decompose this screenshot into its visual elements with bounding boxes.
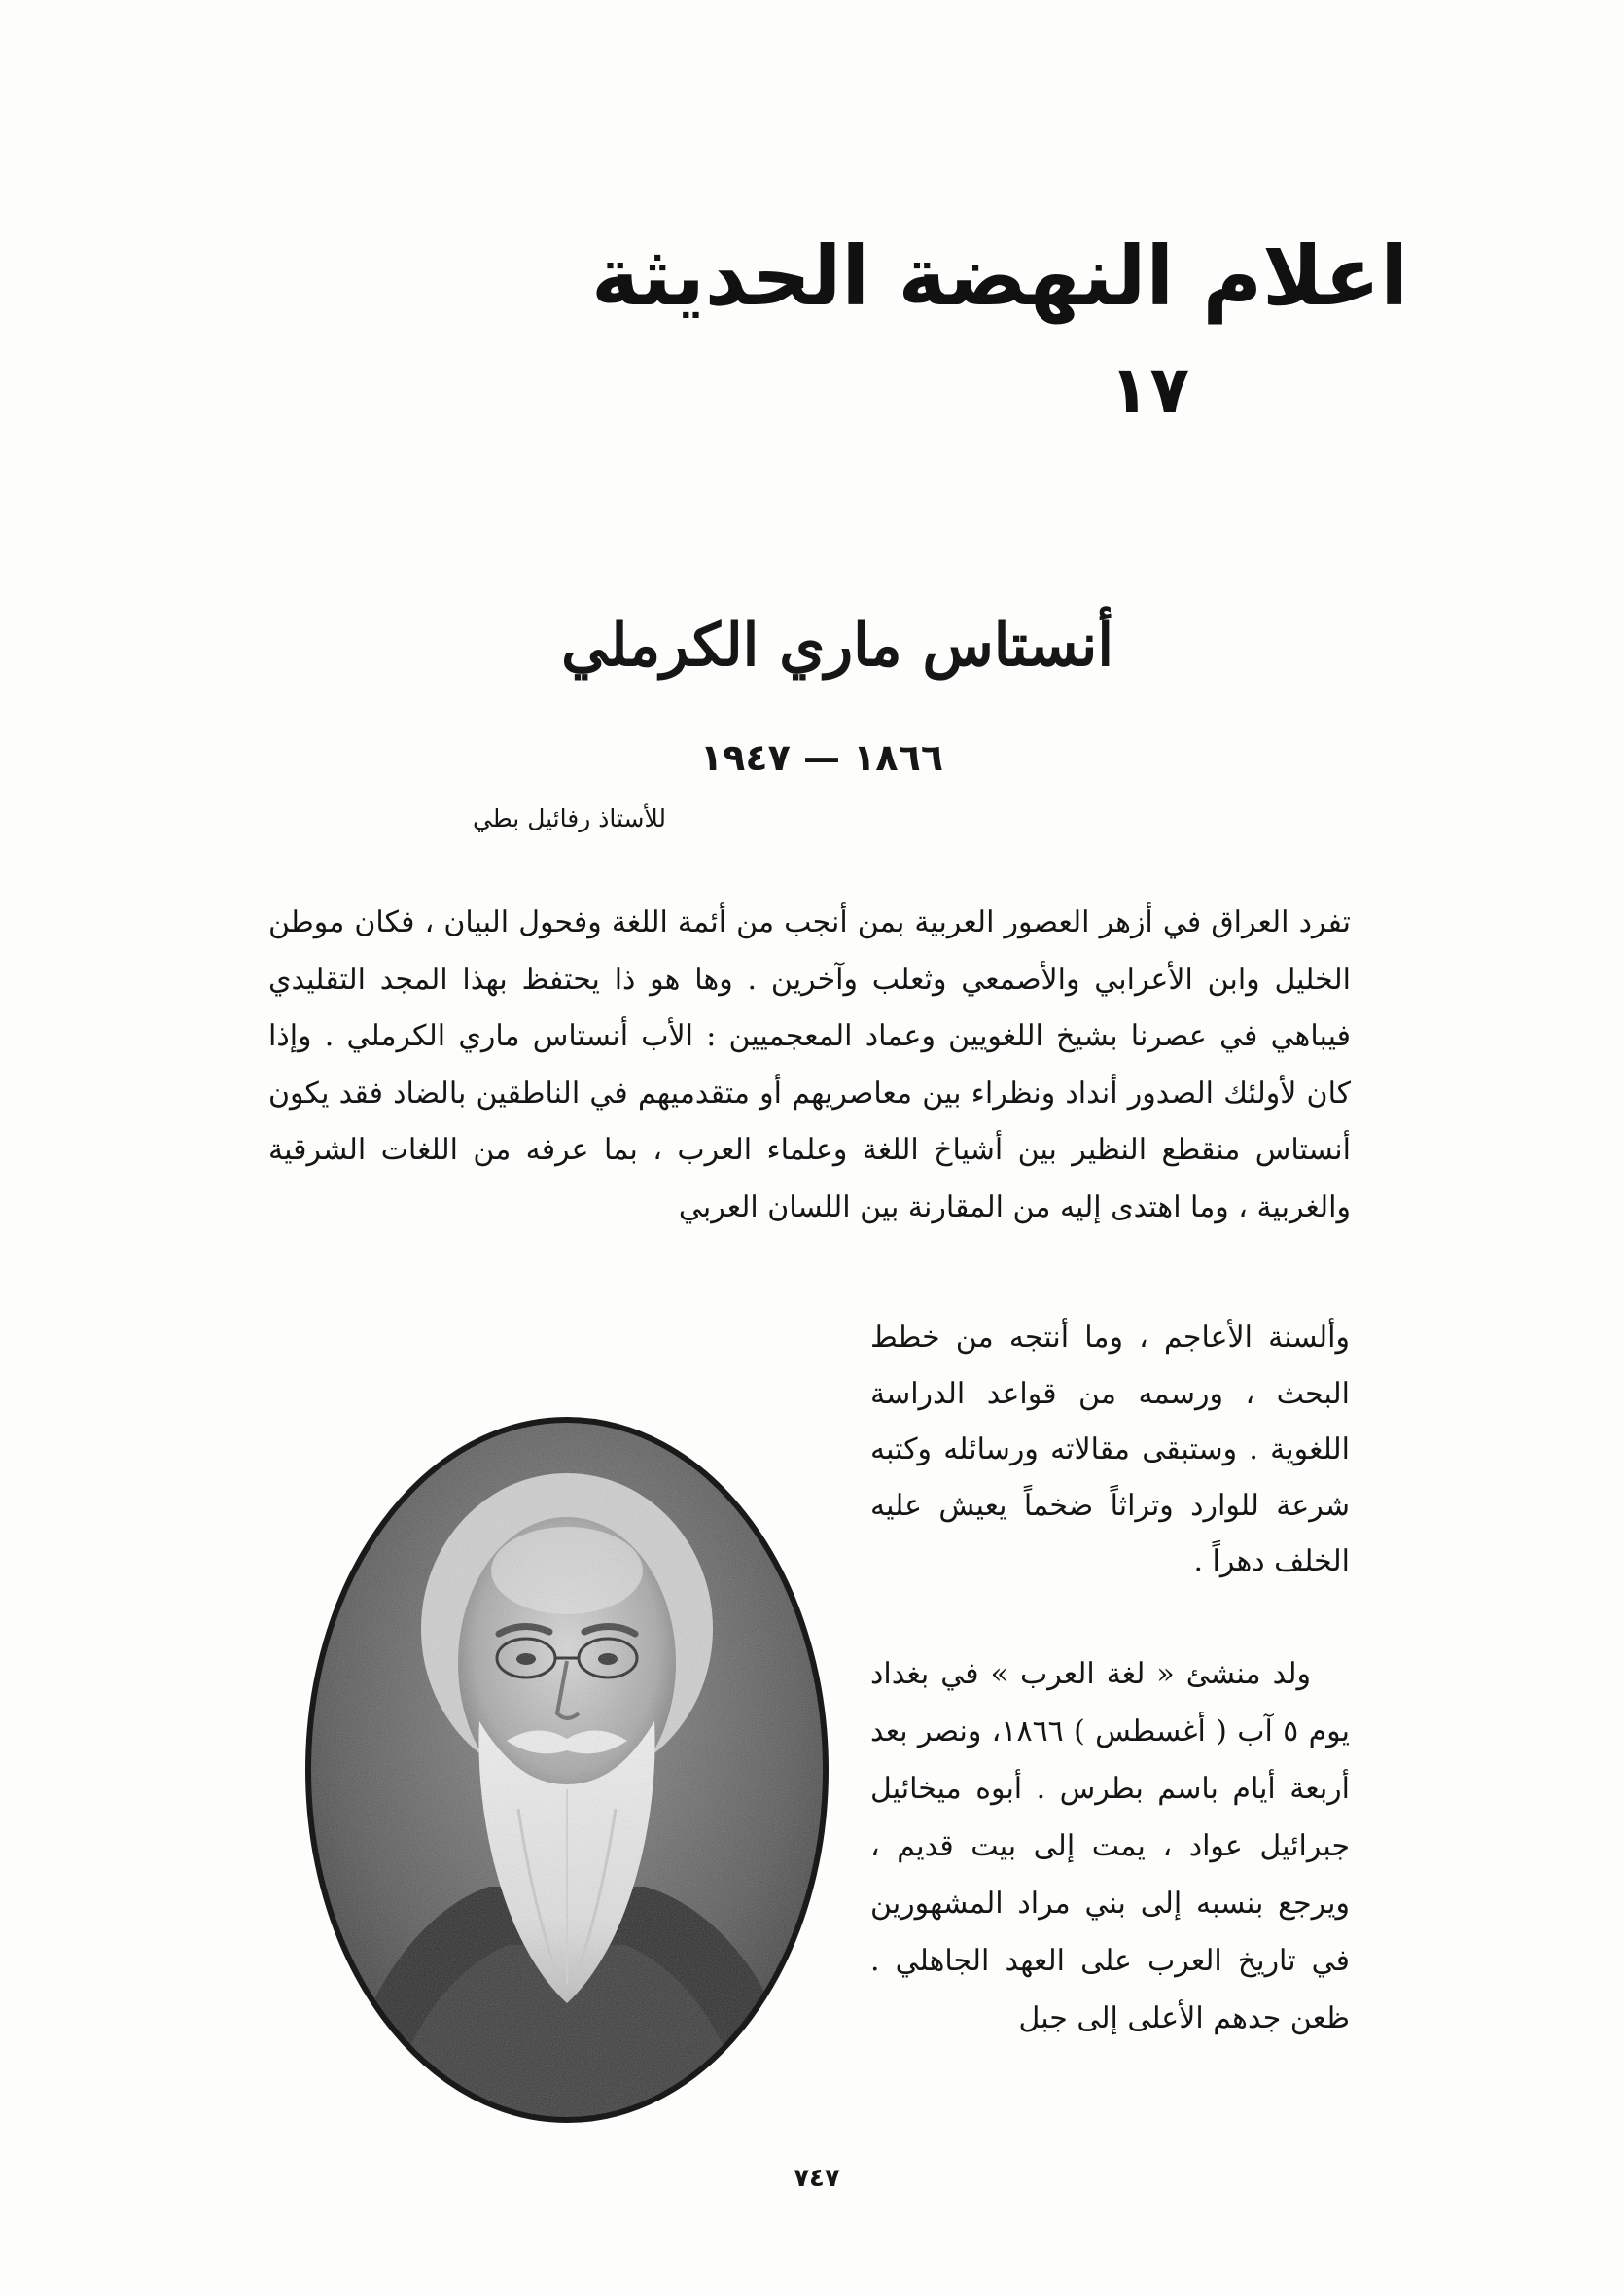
life-dates: ١٨٦٦ — ١٩٤٧ bbox=[699, 736, 944, 779]
paragraph-intro-continued: وألسنة الأعاجم ، وما أنتجه من خطط البحث ، ورسمه من قواعد الدراسة اللغوية . وستبقى مقالاته ورسائله وكتبه شرعة للوارد وتراثاً ضخماً يعيش عليه الخلف دهراً . bbox=[870, 1321, 1350, 1578]
series-number: ١٧ bbox=[1109, 352, 1190, 429]
series-title: اعلام النهضة الحديثة bbox=[591, 229, 1408, 324]
portrait-photo bbox=[295, 1400, 839, 2139]
article-title: أنستاس ماري الكرملي bbox=[561, 612, 1113, 680]
paragraph-birth: ولد منشئ « لغة العرب » في بغداد يوم ٥ آب ( أغسطس ) ١٨٦٦، ونصر بعد أربعة أيام باسم بطرس . أبوه ميخائيل جبرائيل عواد ، يمت إلى بيت قديم ، ويرجع بنسبه إلى بني مراد المشهورين في تاريخ العرب على العهد الجاهلي . ظعن جدهم الأعلى إلى جبل bbox=[870, 1657, 1350, 2035]
page-number: ٧٤٧ bbox=[794, 2164, 840, 2193]
paragraph-intro: تفرد العراق في أزهر العصور العربية بمن أنجب من أئمة اللغة وفحول البيان ، فكان موطن الخليل وابن الأعرابي والأصمعي وثعلب وآخرين . وها هو ذا يحتفظ بهذا المجد التقليدي فيباهي في عصرنا بشيخ اللغويين وعماد المعجميين : الأب أنستاس ماري الكرملي . وإذا كان لأولئك الصدور أنداد ونظراء بين معاصريهم أو متقدميهم في الناطقين بالضاد فقد يكون أنستاس منقطع النظير بين أشياخ اللغة وعلماء العرب ، بما عرفه من اللغات الشرقية والغربية ، وما اهتدى إليه من المقارنة بين اللسان العربي bbox=[268, 905, 1352, 1224]
author-byline: للأستاذ رفائيل بطي bbox=[472, 804, 666, 832]
portrait-image bbox=[295, 1400, 839, 2139]
